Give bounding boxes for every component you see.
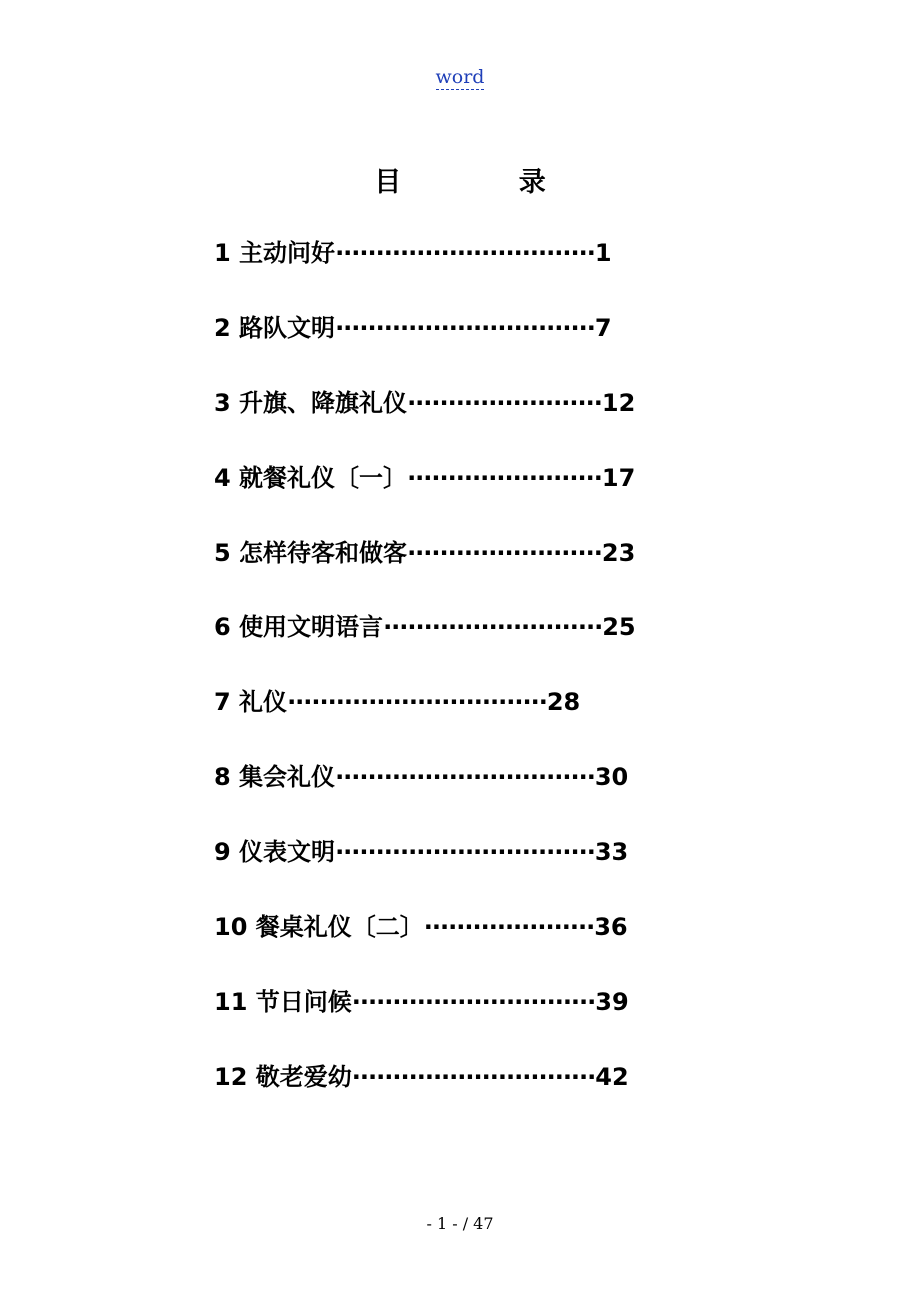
toc-entry-page: 25 [602, 613, 636, 642]
toc-entry-leader: ························ [407, 463, 602, 492]
toc-entry-page: 33 [594, 838, 629, 867]
header-link-row [0, 66, 920, 88]
toc-entry-leader: ························ [407, 388, 602, 417]
toc-entry-page: 17 [601, 463, 636, 492]
toc-entry-leader: ································ [335, 239, 595, 267]
toc-entry[interactable] [214, 457, 636, 532]
toc-entry-leader: ································ [335, 313, 595, 342]
toc-entry-label: 9 仪表文明 [214, 838, 336, 867]
page-footer: - 1 - / 47 [426, 1214, 494, 1233]
toc-title: 目 录 [374, 167, 600, 198]
header-word-link[interactable]: word [435, 66, 485, 88]
toc-entry[interactable] [214, 382, 636, 457]
toc-entry-leader: ························ [407, 538, 602, 567]
toc-entry-label: 10 餐桌礼仪〔二〕 [214, 913, 424, 942]
toc-entry[interactable] [214, 981, 636, 1056]
toc-entry[interactable] [214, 906, 636, 981]
toc-list [214, 232, 636, 1131]
toc-entry[interactable] [214, 831, 636, 906]
toc-entry-page: 30 [594, 763, 629, 792]
toc-entry-page: 39 [595, 987, 629, 1016]
toc-entry[interactable] [214, 681, 636, 756]
toc-entry-label: 11 节日问候 [214, 987, 352, 1016]
toc-entry-page: 36 [594, 913, 628, 942]
toc-entry-page: 1 [594, 239, 612, 267]
toc-entry-label: 8 集会礼仪 [214, 763, 336, 792]
toc-entry-leader: ······························ [351, 1062, 596, 1091]
toc-entry-leader: ································ [287, 688, 547, 717]
toc-entry-leader: ······························ [351, 987, 596, 1016]
toc-entry-label: 5 怎样待客和做客 [214, 538, 408, 567]
toc-entry-leader: ····················· [423, 913, 595, 942]
toc-entry-leader: ································ [335, 838, 595, 867]
toc-entry-leader: ································ [335, 763, 595, 792]
toc-entry[interactable] [214, 232, 636, 307]
toc-entry-page: 12 [601, 388, 636, 417]
toc-entry[interactable] [214, 532, 636, 607]
toc-entry[interactable] [214, 756, 636, 831]
toc-entry-label: 3 升旗、降旗礼仪 [214, 388, 408, 417]
toc-entry-label: 6 使用文明语言 [214, 613, 384, 642]
toc-entry-label: 4 就餐礼仪〔一〕 [214, 463, 408, 492]
toc-entry-page: 7 [594, 313, 612, 342]
toc-entry[interactable] [214, 1056, 636, 1131]
toc-entry-page: 42 [595, 1062, 629, 1091]
toc-entry-label: 7 礼仪 [214, 688, 288, 717]
toc-entry-label: 2 路队文明 [214, 313, 336, 342]
toc-entry-label: 1 主动问好 [214, 239, 336, 267]
toc-entry-page: 23 [601, 538, 636, 567]
toc-entry[interactable] [214, 307, 636, 382]
toc-entry-label: 12 敬老爱幼 [214, 1062, 352, 1091]
toc-entry[interactable] [214, 606, 636, 681]
toc-entry-leader: ··························· [383, 613, 603, 642]
toc-entry-page: 28 [546, 688, 581, 717]
